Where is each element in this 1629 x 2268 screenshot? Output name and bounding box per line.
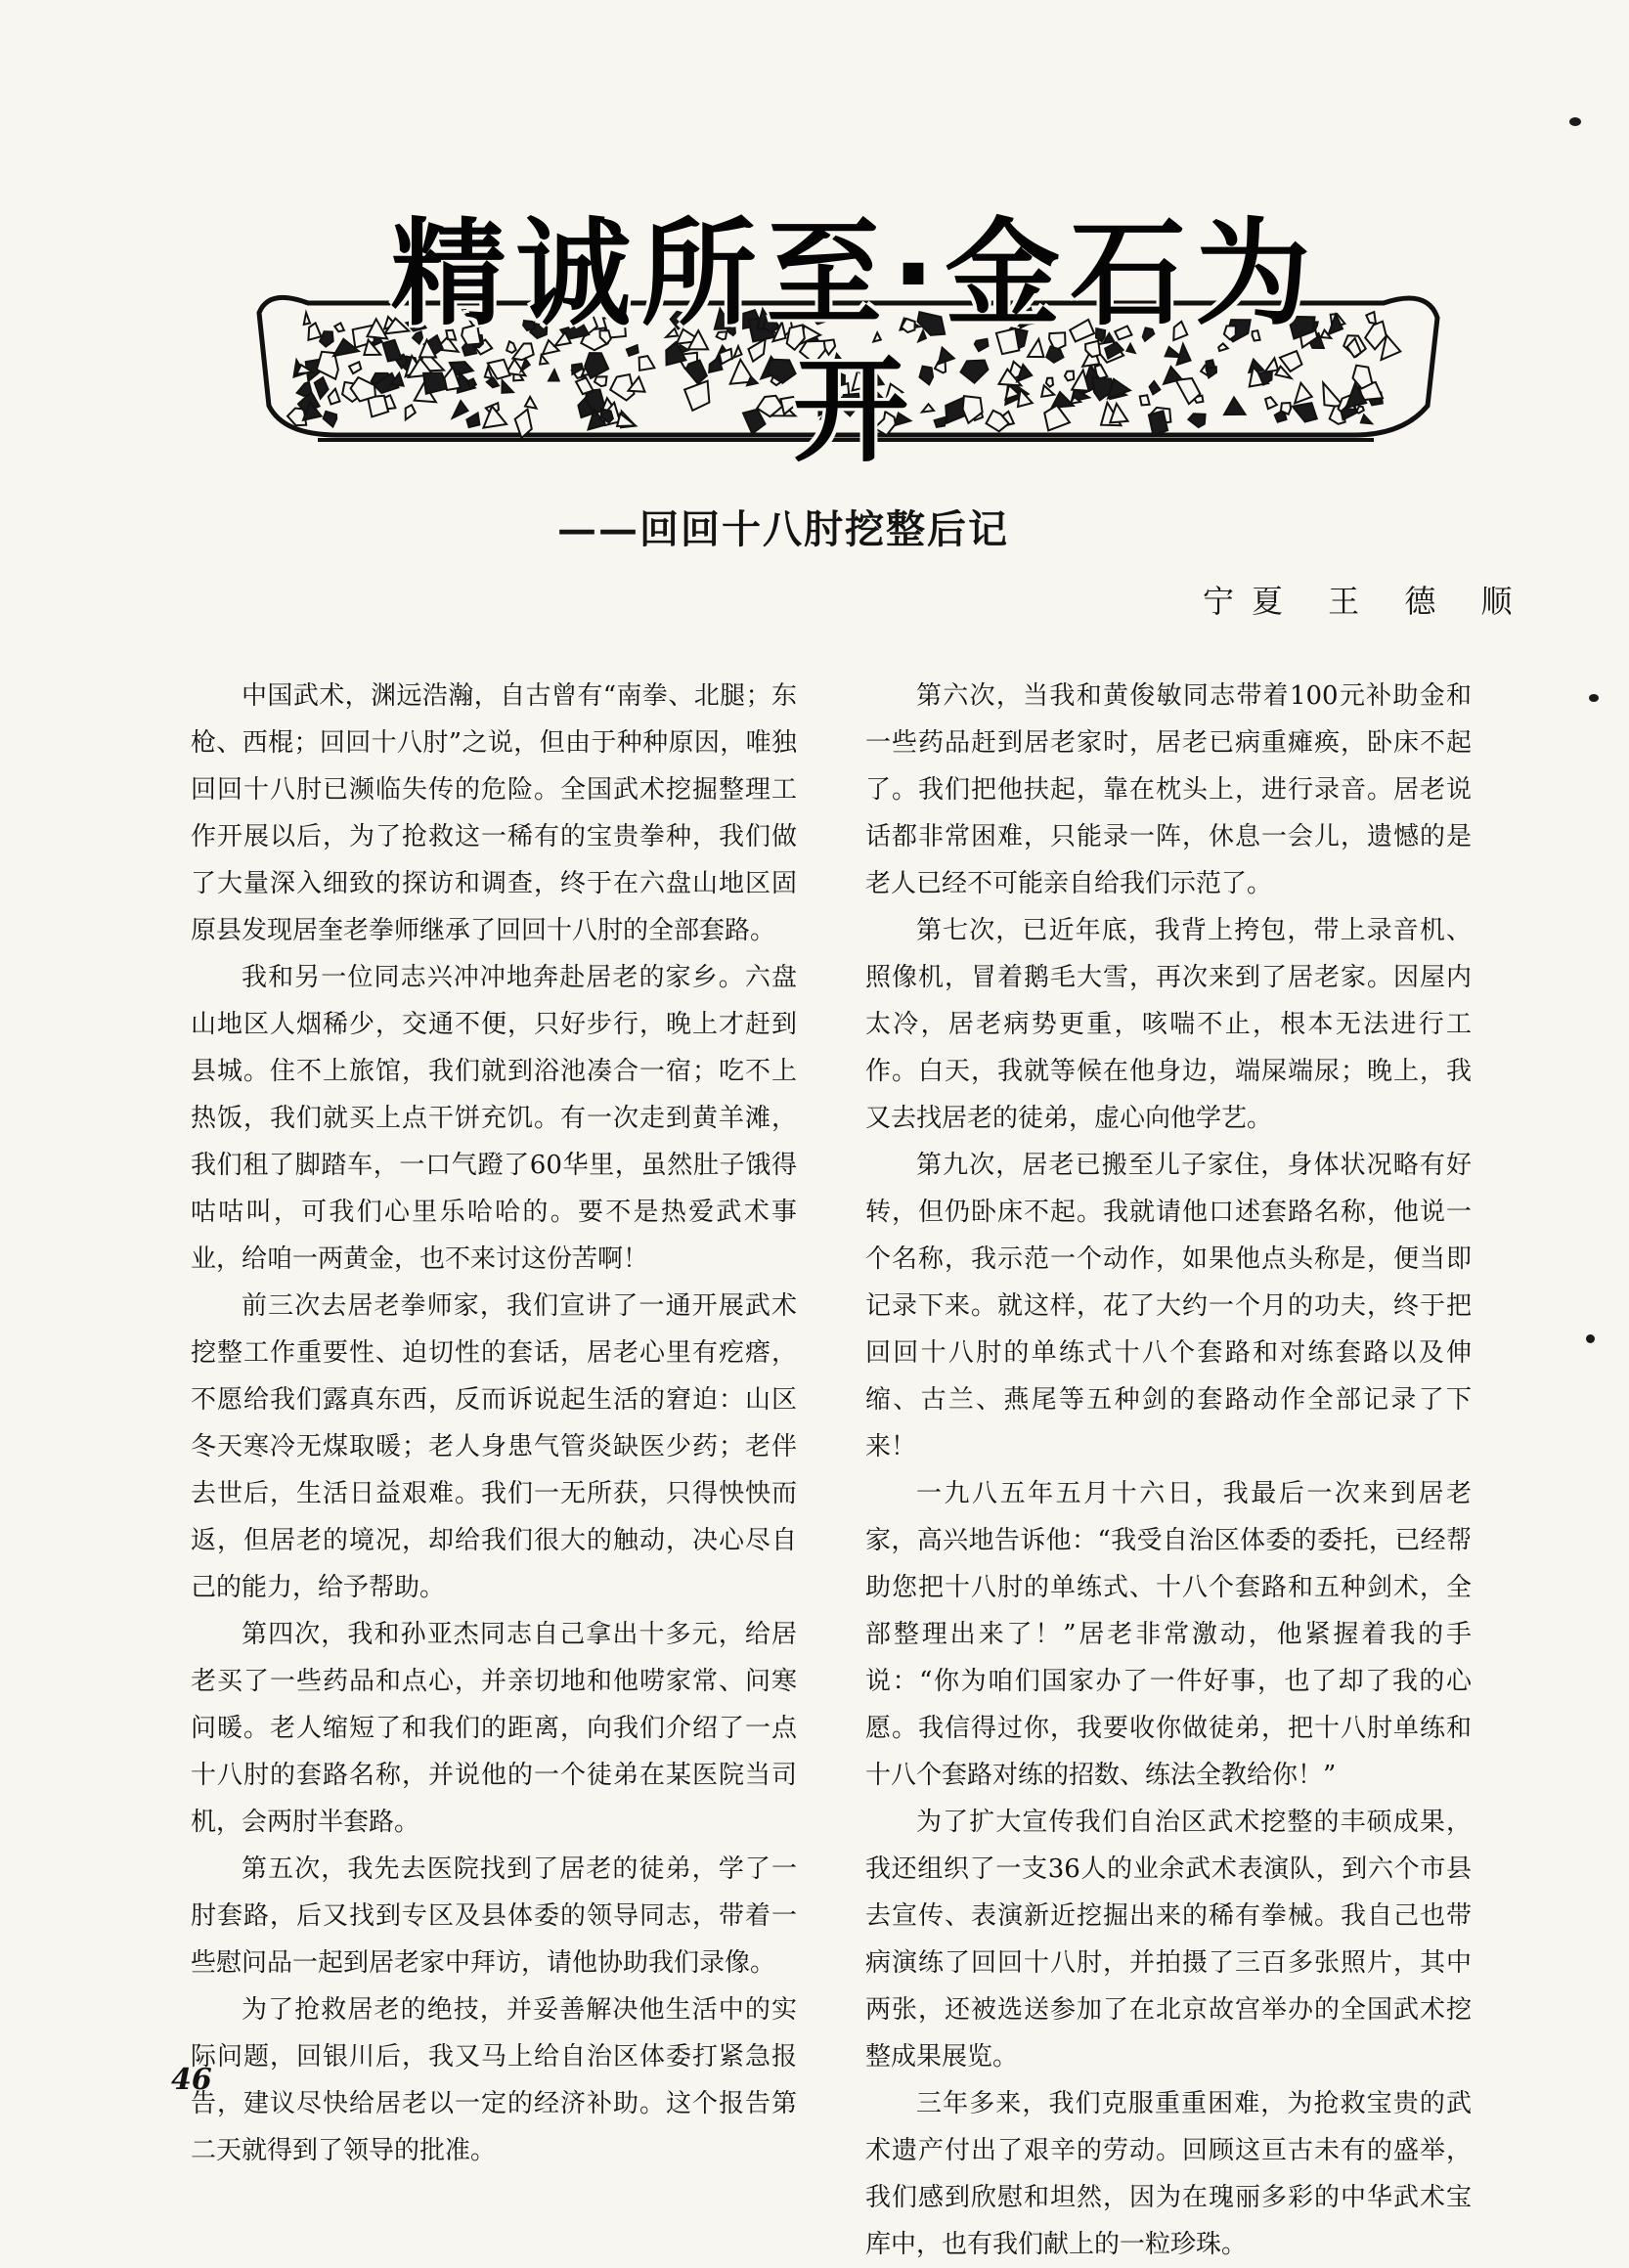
page-number: 46 — [171, 2063, 212, 2097]
paragraph: 一九八五年五月十六日，我最后一次来到居老家，高兴地告诉他：“我受自治区体委的委托，已经帮助您把十八肘的单练式、十八个套路和五种剑术，全部整理出来了！”居老非常激动，他紧握着我的手说：“你为咱们国家办了一件好事，也了却了我的心愿。我信得过你，我要收你做徒弟，把十八肘单练和十八个套路对练的招数、练法全教给你！” — [865, 1479, 1472, 1790]
paragraph: 前三次去居老拳师家，我们宣讲了一通开展武术挖整工作重要性、迫切性的套话，居老心里有疙瘩，不愿给我们露真东西，反而诉说起生活的窘迫：山区冬天寒冷无煤取暖；老人身患气管炎缺医少药；老伴去世后，生活日益艰难。我们一无所获，只得怏怏而返，但居老的境况，却给我们很大的触动，决心尽自己的能力，给予帮助。 — [191, 1291, 797, 1602]
left-column — [191, 673, 797, 2174]
scan-speck — [1569, 117, 1581, 126]
article-subtitle: ——回回十八肘挖整后记 — [557, 506, 1009, 552]
paragraph: 第五次，我先去医院找到了居老的徒弟，学了一肘套路，后又找到专区及县体委的领导同志，带着一些慰问品一起到居老家中拜访，请他协助我们录像。 — [191, 1854, 797, 1978]
article-title: 精诚所至·金石为开 — [390, 206, 1321, 478]
paragraph: 中国武术，渊远浩瀚，自古曾有“南拳、北腿；东枪、西棍；回回十八肘”之说，但由于种种原因，唯独回回十八肘已濒临失传的危险。全国武术挖掘整理工作开展以后，为了抢救这一稀有的宝贵拳种，我们做了大量深入细致的探访和调查，终于在六盘山地区固原县发现居奎老拳师继承了回回十八肘的全部套路。 — [191, 681, 797, 945]
paragraph: 第七次，已近年底，我背上挎包，带上录音机、照像机，冒着鹅毛大雪，再次来到了居老家。因屋内太冷，居老病势更重，咳喘不止，根本无法进行工作。白天，我就等候在他身边，端屎端尿；晚上，我又去找居老的徒弟，虚心向他学艺。 — [865, 916, 1472, 1133]
scan-speck — [1589, 694, 1599, 702]
author-byline: 宁夏 王 德 顺 — [1203, 583, 1530, 620]
paragraph: 第九次，居老已搬至儿子家住，身体状况略有好转，但仍卧床不起。我就请他口述套路名称，他说一个名称，我示范一个动作，如果他点头称是，便当即记录下来。就这样，花了大约一个月的功夫，终于把回回十八肘的单练式十八个套路和对练套路以及伸缩、古兰、燕尾等五种剑的套路动作全部记录了下来！ — [865, 1151, 1472, 1461]
paragraph: 第四次，我和孙亚杰同志自己拿出十多元，给居老买了一些药品和点心，并亲切地和他唠家常、问寒问暖。老人缩短了和我们的距离，向我们介绍了一点十八肘的套路名称，并说他的一个徒弟在某医院当司机，会两肘半套路。 — [191, 1620, 797, 1837]
paragraph: 三年多来，我们克服重重困难，为抢救宝贵的武术遗产付出了艰辛的劳动。回顾这亘古未有的盛举，我们感到欣慰和坦然，因为在瑰丽多彩的中华武术宝库中，也有我们献上的一粒珍珠。 — [865, 2089, 1472, 2259]
paragraph: 我和另一位同志兴冲冲地奔赴居老的家乡。六盘山地区人烟稀少，交通不便，只好步行，晚上才赶到县城。住不上旅馆，我们就到浴池凑合一宿；吃不上热饭，我们就买上点干饼充饥。有一次走到黄羊滩，我们租了脚踏车，一口气蹬了60华里，虽然肚子饿得咕咕叫，可我们心里乐哈哈的。要不是热爱武术事业，给咱一两黄金，也不来讨这份苦啊！ — [191, 963, 797, 1274]
scan-speck — [1586, 1334, 1595, 1343]
title-banner — [230, 196, 1462, 478]
right-column — [865, 673, 1472, 2268]
paragraph: 为了扩大宣传我们自治区武术挖整的丰硕成果，我还组织了一支36人的业余武术表演队，到六个市县去宣传、表演新近挖掘出来的稀有拳械。我自己也带病演练了回回十八肘，并拍摄了三百多张照片，其中两张，还被选送参加了在北京故宫举办的全国武术挖整成果展览。 — [865, 1808, 1472, 2072]
paragraph: 第六次，当我和黄俊敏同志带着100元补助金和一些药品赶到居老家时，居老已病重瘫痪，卧床不起了。我们把他扶起，靠在枕头上，进行录音。居老说话都非常困难，只能录一阵，休息一会儿，遗憾的是老人已经不可能亲自给我们示范了。 — [865, 681, 1472, 898]
paragraph: 为了抢救居老的绝技，并妥善解决他生活中的实际问题，回银川后，我又马上给自治区体委打紧急报告，建议尽快给居老以一定的经济补助。这个报告第二天就得到了领导的批准。 — [191, 1995, 797, 2165]
